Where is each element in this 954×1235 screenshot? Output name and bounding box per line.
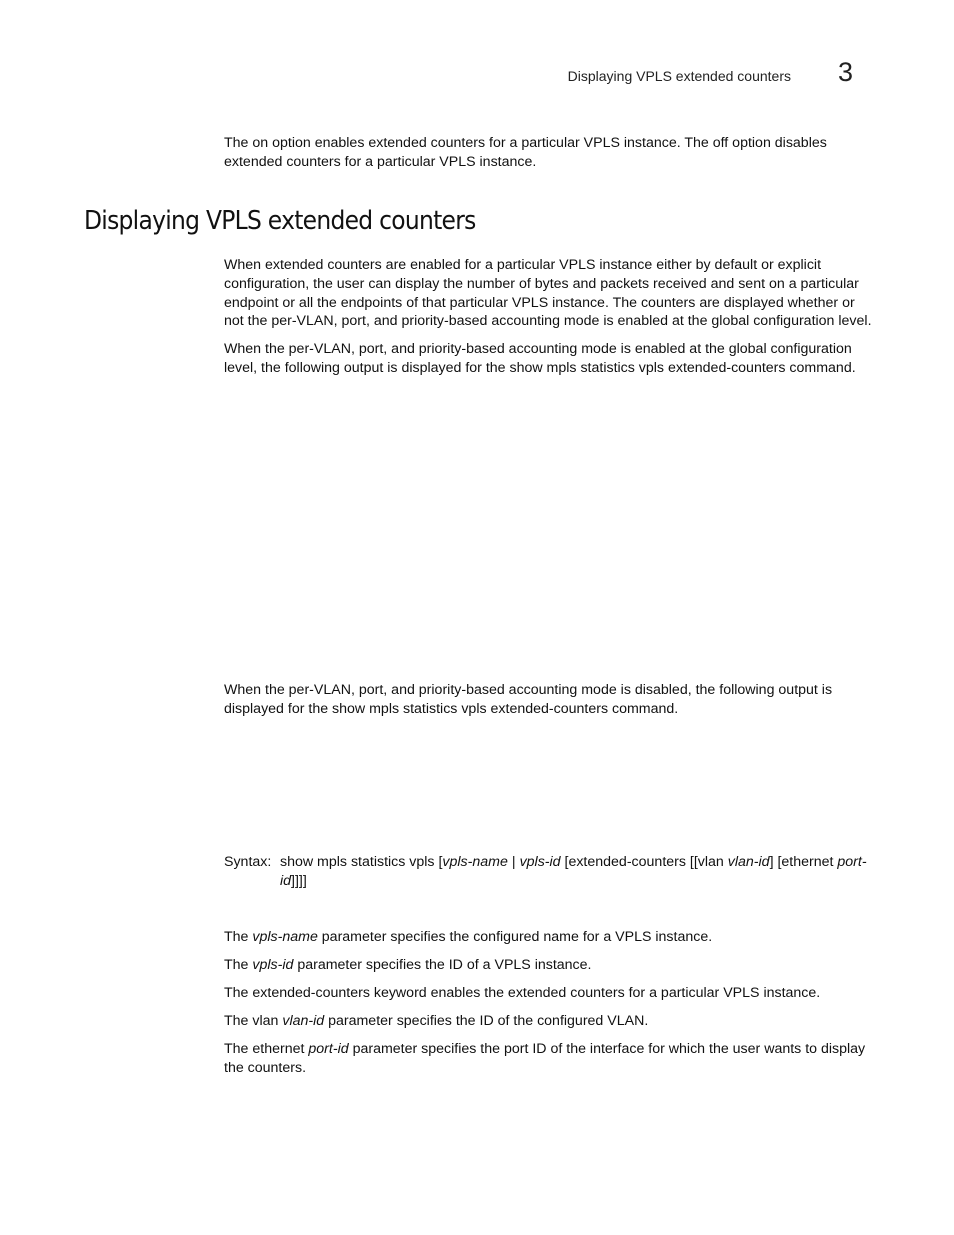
syntax-text-1: show mpls statistics vpls [ — [280, 854, 443, 870]
syntax-text-3: ] [ethernet — [769, 854, 838, 870]
section-paragraph-2: When the per-VLAN, port, and priority-based accounting mode is enabled at the global configuration level, the following output is displayed for the show mpls statistics vpls extended-counters command. — [224, 341, 856, 376]
param-vlan-id — [224, 1012, 874, 1031]
param-vpls-name — [224, 928, 874, 947]
param-text: parameter specifies the port ID of the interface for which the user wants to display the counters. — [224, 1040, 866, 1076]
param-text: The — [224, 929, 253, 945]
running-header — [0, 58, 954, 92]
param-text: The ethernet — [224, 1040, 309, 1057]
param-text: parameter specifies the ID of a VPLS instance. — [293, 956, 592, 973]
syntax-command — [280, 853, 874, 891]
param-port-id — [224, 1040, 874, 1078]
syntax-port-id: port-id — [280, 854, 867, 889]
intro-paragraph: The on option enables extended counters for a particular VPLS instance. The off option disables extended counters for a particular VPLS instance. — [224, 135, 827, 170]
syntax-text-2: [extended-counters [[vlan — [560, 854, 728, 870]
section-paragraph-3: When the per-VLAN, port, and priority-based accounting mode is disabled, the following output is displayed for the show mpls statistics vpls extended-counters command. — [224, 682, 833, 717]
intro-block — [224, 134, 874, 172]
param-term: vlan-id — [282, 1012, 325, 1029]
syntax-text-4: ]]]] — [291, 872, 307, 889]
section-intro — [224, 256, 874, 378]
syntax-pipe: | — [511, 854, 516, 870]
running-header-title: Displaying VPLS extended counters — [567, 68, 791, 84]
syntax-label: Syntax: — [224, 854, 272, 870]
chapter-number: 3 — [838, 57, 854, 87]
syntax-vpls-name: vpls-name — [442, 854, 508, 870]
syntax-vpls-id: vpls-id — [519, 854, 561, 870]
param-term: vpls-id — [252, 956, 294, 973]
param-vpls-id — [224, 956, 874, 975]
param-text: The — [224, 956, 253, 973]
param-term: port-id — [308, 1040, 349, 1057]
disabled-mode-block — [224, 681, 874, 719]
section-paragraph-1: When extended counters are enabled for a particular VPLS instance either by default or explicit configuration, the user can display the number of bytes and packets received and sent on a particular endpoint or all the endpoints of that particular VPLS instance. The counters are displayed whether or not the per-VLAN, port, and priority-based accounting mode is enabled at the global configuration level. — [224, 257, 872, 330]
param-text: parameter specifies the configured name for a VPLS instance. — [317, 929, 713, 945]
syntax-vlan-id: vlan-id — [727, 854, 770, 870]
param-extended-counters: The extended-counters keyword enables the extended counters for a particular VPLS instance. — [224, 984, 821, 1001]
param-term: vpls-name — [252, 929, 318, 945]
parameter-descriptions — [224, 928, 874, 1087]
section-title: Displaying VPLS extended counters — [84, 206, 476, 236]
param-text: parameter specifies the ID of the configured VLAN. — [324, 1012, 649, 1029]
param-text: The vlan — [224, 1012, 283, 1029]
